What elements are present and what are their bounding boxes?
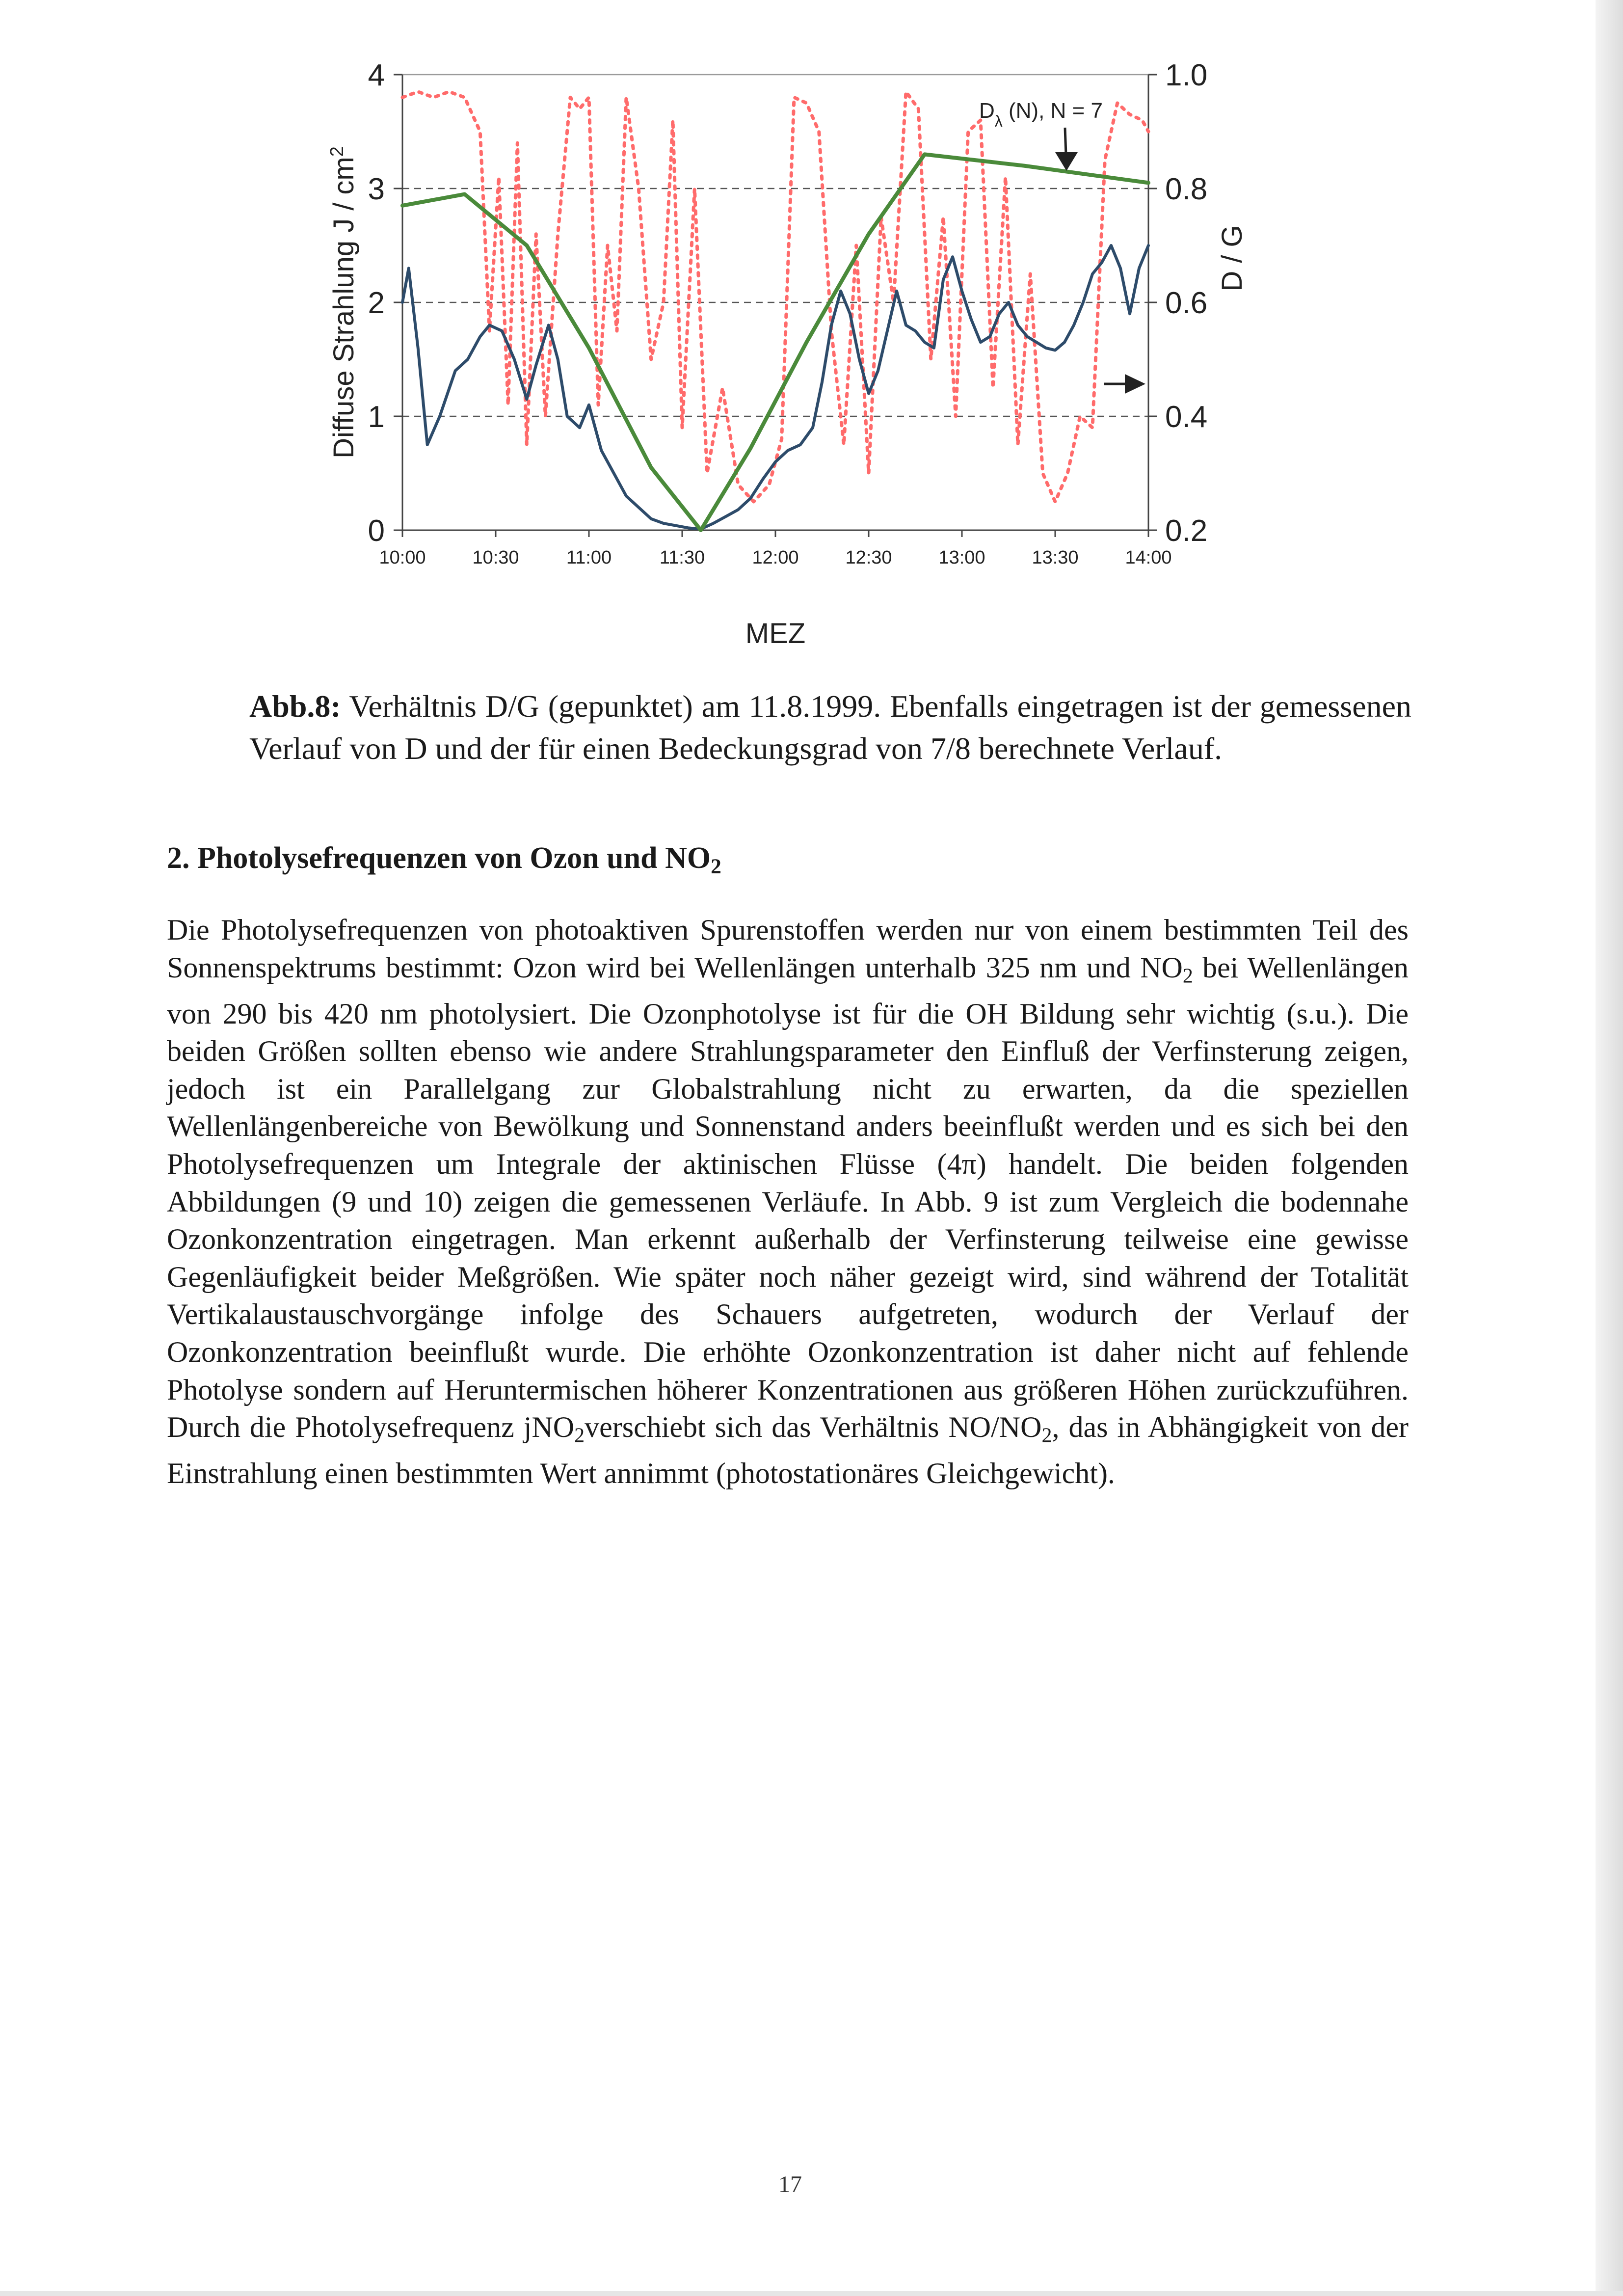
section-heading-main: 2. Photolysefrequenzen von Ozon und NO	[167, 841, 711, 875]
x-tick-label: 13:00	[938, 547, 985, 568]
y-right-tick-label: 0.6	[1165, 286, 1208, 320]
body-paragraph	[167, 911, 1409, 1492]
figure-caption	[249, 685, 1411, 770]
annotation-label-sub: λ	[994, 112, 1003, 130]
y-right-tick-label: 0.8	[1165, 172, 1208, 206]
page-number: 17	[778, 2171, 802, 2197]
body-text-1: Die Photolysefrequenzen von photoaktiven Spurenstoffen werden nur von einem bestimmten Teil des Sonnenspektrums bestimmt: Ozon wird bei Wellenlängen unterhalb 325 nm und NO	[167, 914, 1409, 984]
y-left-axis-label: Diffuse Strahlung J / $cm^2$	[327, 146, 360, 459]
y-right-tick-label: 0.4	[1165, 400, 1208, 434]
body-text-4: , das in Abhängigkeit von der Einstrahlung einen bestimmten Wert annimmt (photostationäres Gleichgewicht).	[167, 1411, 1409, 1490]
x-tick-label: 11:30	[659, 547, 705, 568]
y-left-tick-label: 0	[368, 514, 385, 548]
x-tick-label: 10:30	[472, 547, 519, 568]
x-tick-label: 12:30	[845, 547, 892, 568]
x-axis-label: MEZ	[745, 618, 806, 649]
y-right-axis-label: D / G	[1216, 225, 1248, 292]
body-sub-2: 2	[574, 1424, 585, 1447]
axis-pointer-arrow-head	[1125, 374, 1145, 394]
annotation-label-rest: (N), N = 7	[1002, 99, 1103, 123]
caption-text: Verhältnis D/G (gepunktet) am 11.8.1999. Ebenfalls eingetragen ist der gemessenen Verlauf von D und der für einen Bedeckungsgrad von 7/8 berechnete Verlauf.	[249, 689, 1411, 766]
section-heading	[167, 838, 1443, 886]
annotation-label: $D_\lambda$ (N), N = 7	[979, 99, 1103, 130]
y-left-tick-label: 4	[368, 58, 385, 92]
y-left-tick-label: 2	[368, 286, 385, 320]
caption-label: Abb.8:	[249, 689, 341, 724]
scan-edge	[1596, 0, 1623, 2296]
y-left-tick-label: 1	[368, 400, 385, 434]
body-text-3: verschiebt sich das Verhältnis NO/NO	[585, 1411, 1042, 1444]
y-right-tick-label: 1.0	[1165, 58, 1208, 92]
scan-edge-bottom	[0, 2291, 1623, 2296]
x-tick-label: 12:00	[752, 547, 799, 568]
chart-svg	[314, 49, 1276, 668]
y-left-axis-label-sup: 2	[327, 146, 347, 157]
figure-abb8	[314, 49, 1276, 668]
x-tick-label: 13:30	[1032, 547, 1079, 568]
body-sub-1: 2	[1182, 965, 1193, 988]
x-tick-label: 11:00	[566, 547, 612, 568]
body-text-2: bei Wellenlängen von 290 bis 420 nm photolysiert. Die Ozonphotolyse ist für die OH Bildung sehr wichtig (s.u.). Die beiden Größen sollten ebenso wie andere Strahlungsparameter den Einfluß der Verfinsterung zeigen, jedoch ist ein Parallelgang zur Globalstrahlung nicht zu erwarten, da die speziellen Wellenlängenbereiche von Bewölkung und Sonnenstand anders beeinflußt werden und es sich bei den Photolysefrequenzen um Integrale der aktinischen Flüsse (4π) handelt. Die beiden folgenden Abbildungen (9 und 10) zeigen die gemessenen Verläufe. In Abb. 9 ist zum Vergleich die bodennahe Ozonkonzentration eingetragen. Man erkennt außerhalb der Verfinsterung teilweise eine gewisse Gegenläufigkeit beider Meßgrößen. Wie später noch näher gezeigt wird, sind während der Totalität Vertikalaustauschvorgänge infolge des Schauers aufgetreten, wodurch der Verlauf der Ozonkonzentration beeinflußt wurde. Die erhöhte Ozonkonzentration ist daher nicht auf fehlende Photolyse sondern auf Heruntermischen höherer Konzentrationen aus größeren Höhen zurückzuführen. Durch die Photolysefrequenz jNO	[167, 951, 1409, 1444]
annotation-arrow-head	[1055, 152, 1078, 171]
x-tick-label: 14:00	[1125, 547, 1172, 568]
series-line-ratio_DG	[402, 92, 1148, 502]
x-tick-label: 10:00	[379, 547, 426, 568]
y-left-tick-label: 3	[368, 172, 385, 206]
body-sub-3: 2	[1041, 1424, 1052, 1447]
y-right-tick-label: 0.2	[1165, 514, 1208, 548]
annotation-arrow-shaft	[1065, 128, 1066, 155]
section-heading-sub: 2	[711, 854, 721, 878]
